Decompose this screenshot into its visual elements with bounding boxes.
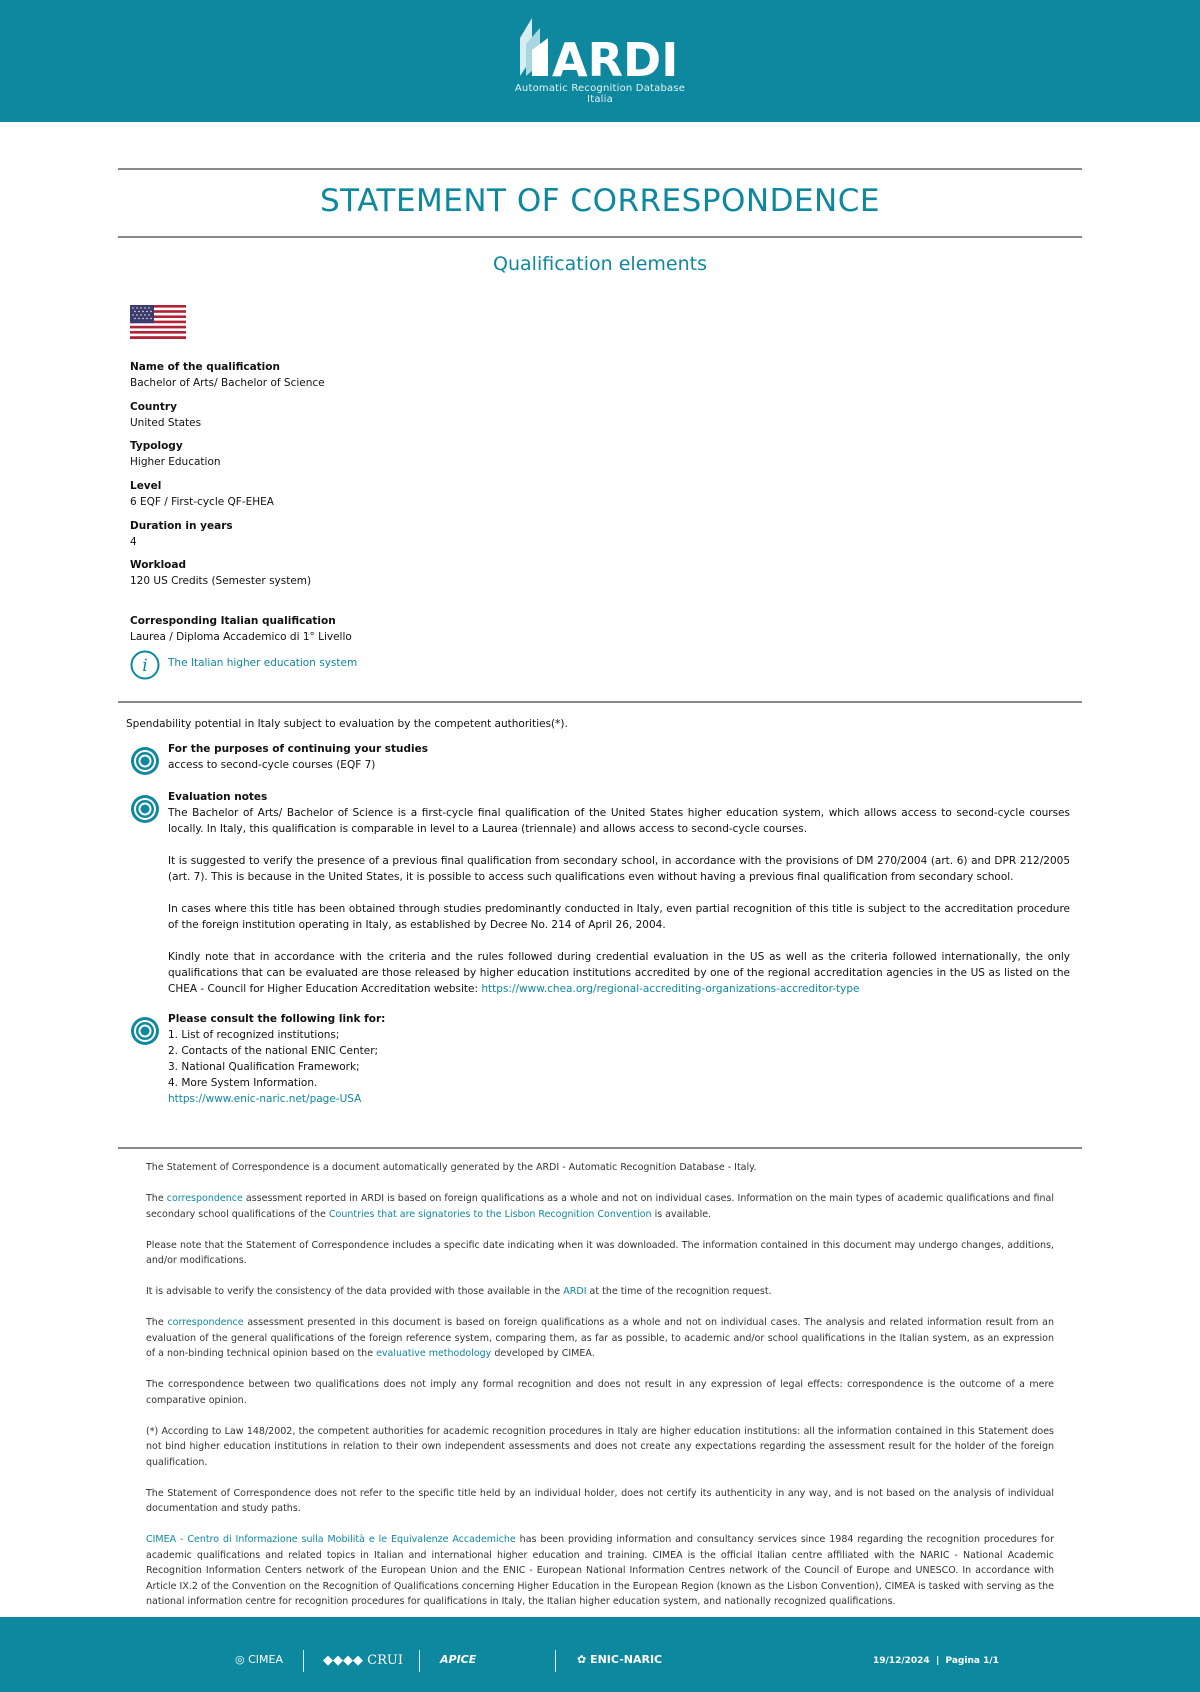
page-header [0,0,1200,122]
footer-note-9-b: has been providing information and consultancy services since 1984 regarding the recognition procedures for academic qualifications and related topics in Italian and international higher education and training. CIMEA is the official Italian centre affiliated with the NARIC - National Academic Recognition Information Centers network of the European Union and the ENIC - European National Information Centres network of the Council of Europe and UNESCO. In accordance with Article IX.2 of the Convention on the Recognition of Qualifications concerning Higher Education in the European Region (known as the Lisbon Convention), CIMEA is tasked with serving as the national information centre for recognition procedures for qualifications in Italy, the Italian higher education system, and nationally recognized qualifications. [146,1534,1054,1607]
cimea-icon: ◎ [235,1653,245,1666]
footer-note-2-a: The [146,1193,167,1204]
list-item: 2. Contacts of the national ENIC Center; [168,1045,379,1057]
studies-label: For the purposes of continuing your studies [168,743,429,755]
title-bottom-rule [118,236,1082,238]
cimea-logo-text: CIMEA [248,1653,283,1666]
page-info: 19/12/2024 | Pagina 1/1 [873,1656,999,1666]
page-title: STATEMENT OF CORRESPONDENCE [320,183,880,219]
studies-section [168,741,1070,773]
footer-separator [419,1650,420,1672]
spendability-text: Spendability potential in Italy subject to evaluation by the competent authorities(*). [126,718,568,730]
cimea-link[interactable]: CIMEA - Centro di Informazione sulla Mobilità e le Equivalenze Accademiche [146,1534,516,1545]
list-item: 4. More System Information. [168,1077,318,1089]
studies-value: access to second-cycle courses (EQF 7) [168,759,376,771]
footer-note-8: The Statement of Correspondence does not refer to the specific title held by an individual holder, does not certify its authenticity in any way, and is not based on the analysis of individual documentation and study paths. [146,1487,1054,1514]
field-country [130,399,201,431]
footer-separator [555,1650,556,1672]
field-name [130,359,325,391]
italian-system-link[interactable]: The Italian higher education system [168,657,358,669]
consult-label: Please consult the following link for: [168,1013,386,1025]
target-icon [130,746,160,776]
footer-note-9 [146,1532,1054,1610]
download-date: 19/12/2024 [873,1656,930,1666]
evaluation-paragraph-1: The Bachelor of Arts/ Bachelor of Science is a first-cycle final qualification of the United States higher education system, which allows access to second-cycle courses locally. In Italy, this qualification is comparable in level to a Laurea (triennale) and allows access to second-cycle courses. [168,807,1070,835]
footer-note-4-b: at the time of the recognition request. [586,1286,772,1297]
footer-note-5-a: The [146,1317,168,1328]
list-item: 3. National Qualification Framework; [168,1061,360,1073]
apice-logo-text: APICE [440,1653,477,1666]
field-level-value: 6 EQF / First-cycle QF-EHEA [130,496,274,508]
field-typology-value: Higher Education [130,456,221,468]
field-duration-label: Duration in years [130,520,233,532]
ardi-link[interactable]: ARDI [563,1286,587,1297]
footer-note-4 [146,1284,1054,1300]
field-workload-label: Workload [130,559,186,571]
crui-icon: ◆◆◆◆ [323,1653,363,1668]
evaluation-paragraph-4 [168,949,1070,997]
lisbon-countries-link[interactable]: Countries that are signatories to the Lisbon Recognition Convention [328,1208,652,1220]
list-item: 1. List of recognized institutions; [168,1029,340,1041]
info-icon[interactable] [130,650,160,680]
ardi-logo[interactable] [510,14,690,105]
footer-note-5-b: assessment presented in this document is based on foreign qualifications as a whole and not on individual cases. The analysis and related information result from an evaluation of the general qualifications of the foreign reference system, comparing them, as far as possible, to academic and/or school qualifications in the Italian system, as an expression of a non-binding technical opinion based on the [146,1317,1054,1359]
footer-note-6: The correspondence between two qualifications does not imply any formal recognition and does not result in any expression of legal effects: correspondence is the outcome of a mere comparative opinion. [146,1379,1054,1406]
field-name-label: Name of the qualification [130,361,280,373]
svg-text:i: i [142,656,148,676]
field-duration-value: 4 [130,536,137,548]
ardi-logo-mark [510,14,690,84]
field-italian-label: Corresponding Italian qualification [130,615,336,627]
footer-note-3: Please note that the Statement of Correspondence includes a specific date indicating when it was downloaded. The information contained in this document may undergo changes, additions, and/or modifications. [146,1239,1054,1266]
evaluation-label: Evaluation notes [168,791,268,803]
page-number: Pagina 1/1 [945,1656,999,1666]
footer-note-2-b: assessment reported in ARDI is based on foreign qualifications as a whole and not on individual cases. Information on the main types of academic qualifications and final secondary school qualifications of the [146,1193,1054,1220]
enic-naric-icon: ✿ [577,1653,587,1666]
evaluative-methodology-link[interactable]: evaluative methodology [376,1348,492,1359]
cimea-logo[interactable] [235,1653,283,1666]
field-italian-qualification [130,613,352,645]
field-country-label: Country [130,401,177,413]
field-italian-value: Laurea / Diploma Accademico di 1° Livello [130,631,352,643]
enic-naric-logo[interactable] [577,1653,662,1666]
footer-separator [303,1650,304,1672]
section-rule [118,701,1082,703]
field-workload-value: 120 US Credits (Semester system) [130,575,312,587]
evaluation-paragraph-3: In cases where this title has been obtained through studies predominantly conducted in Italy, even partial recognition of this title is subject to the accreditation procedure of the foreign institution operating in Italy, as established by Decree No. 214 of April 26, 2004. [168,903,1070,931]
evaluation-paragraph-2: It is suggested to verify the presence of a previous final qualification from secondary school, in accordance with the provisions of DM 270/2004 (art. 6) and DPR 212/2005 (art. 7). This is because in the United States, it is possible to access such qualifications even without having a previous final qualification from secondary school. [168,855,1070,883]
footer-note-5 [146,1315,1054,1362]
enic-naric-logo-text: ENIC-NARIC [590,1653,663,1666]
correspondence-link[interactable]: correspondence [166,1193,243,1204]
enic-naric-link[interactable]: https://www.enic-naric.net/page-USA [168,1093,362,1105]
field-level-label: Level [130,480,162,492]
apice-logo[interactable] [440,1653,476,1666]
field-typology [130,438,221,470]
chea-link[interactable]: https://www.chea.org/regional-accrediting-organizations-accreditor-type [481,983,860,995]
page-footer [0,1617,1200,1692]
field-level [130,478,274,510]
footer-rule [118,1147,1082,1149]
target-icon [130,1016,160,1046]
footer-note-4-a: It is advisable to verify the consistency of the data provided with those available in the [146,1286,564,1297]
field-duration [130,518,233,550]
target-icon [130,794,160,824]
logo-text: ARDI [552,33,679,84]
evaluation-paragraph-4-text: Kindly note that in accordance with the criteria and the rules followed during credential evaluation in the US as well as the criteria followed internationally, the only qualifications that can be evaluated are those released by higher education institutions accredited by one of the regional accreditation agencies in the US as listed on the CHEA - Council for Higher Education Accreditation website: [168,951,1070,995]
footer-note-2 [146,1191,1054,1222]
crui-logo[interactable] [323,1653,403,1668]
field-workload [130,557,311,589]
footer-note-7: (*) According to Law 148/2002, the competent authorities for academic recognition procedures in Italy are higher education institutions: all the information contained in this Statement does not bind higher education institutions in relation to their own independent assessments and does not create any expectations regarding the assessment result for the holder of the foreign qualification. [146,1425,1054,1468]
section-subtitle: Qualification elements [493,253,707,275]
title-top-rule [118,168,1082,170]
evaluation-section [168,789,1070,997]
footer-notes [146,1160,1054,1625]
footer-note-1: The Statement of Correspondence is a document automatically generated by the ARDI - Automatic Recognition Database - Italy. [146,1162,757,1173]
us-flag-icon [130,305,186,339]
footer-note-5-c: developed by CIMEA. [491,1348,595,1359]
footer-note-2-c: is available. [651,1208,712,1220]
consult-section [168,1011,1070,1107]
field-typology-label: Typology [130,440,183,452]
crui-logo-text: CRUI [367,1653,403,1668]
field-country-value: United States [130,417,202,429]
field-name-value: Bachelor of Arts/ Bachelor of Science [130,377,325,389]
correspondence-link[interactable]: correspondence [167,1317,244,1328]
logo-tagline: Automatic Recognition Database Italia [514,83,686,105]
